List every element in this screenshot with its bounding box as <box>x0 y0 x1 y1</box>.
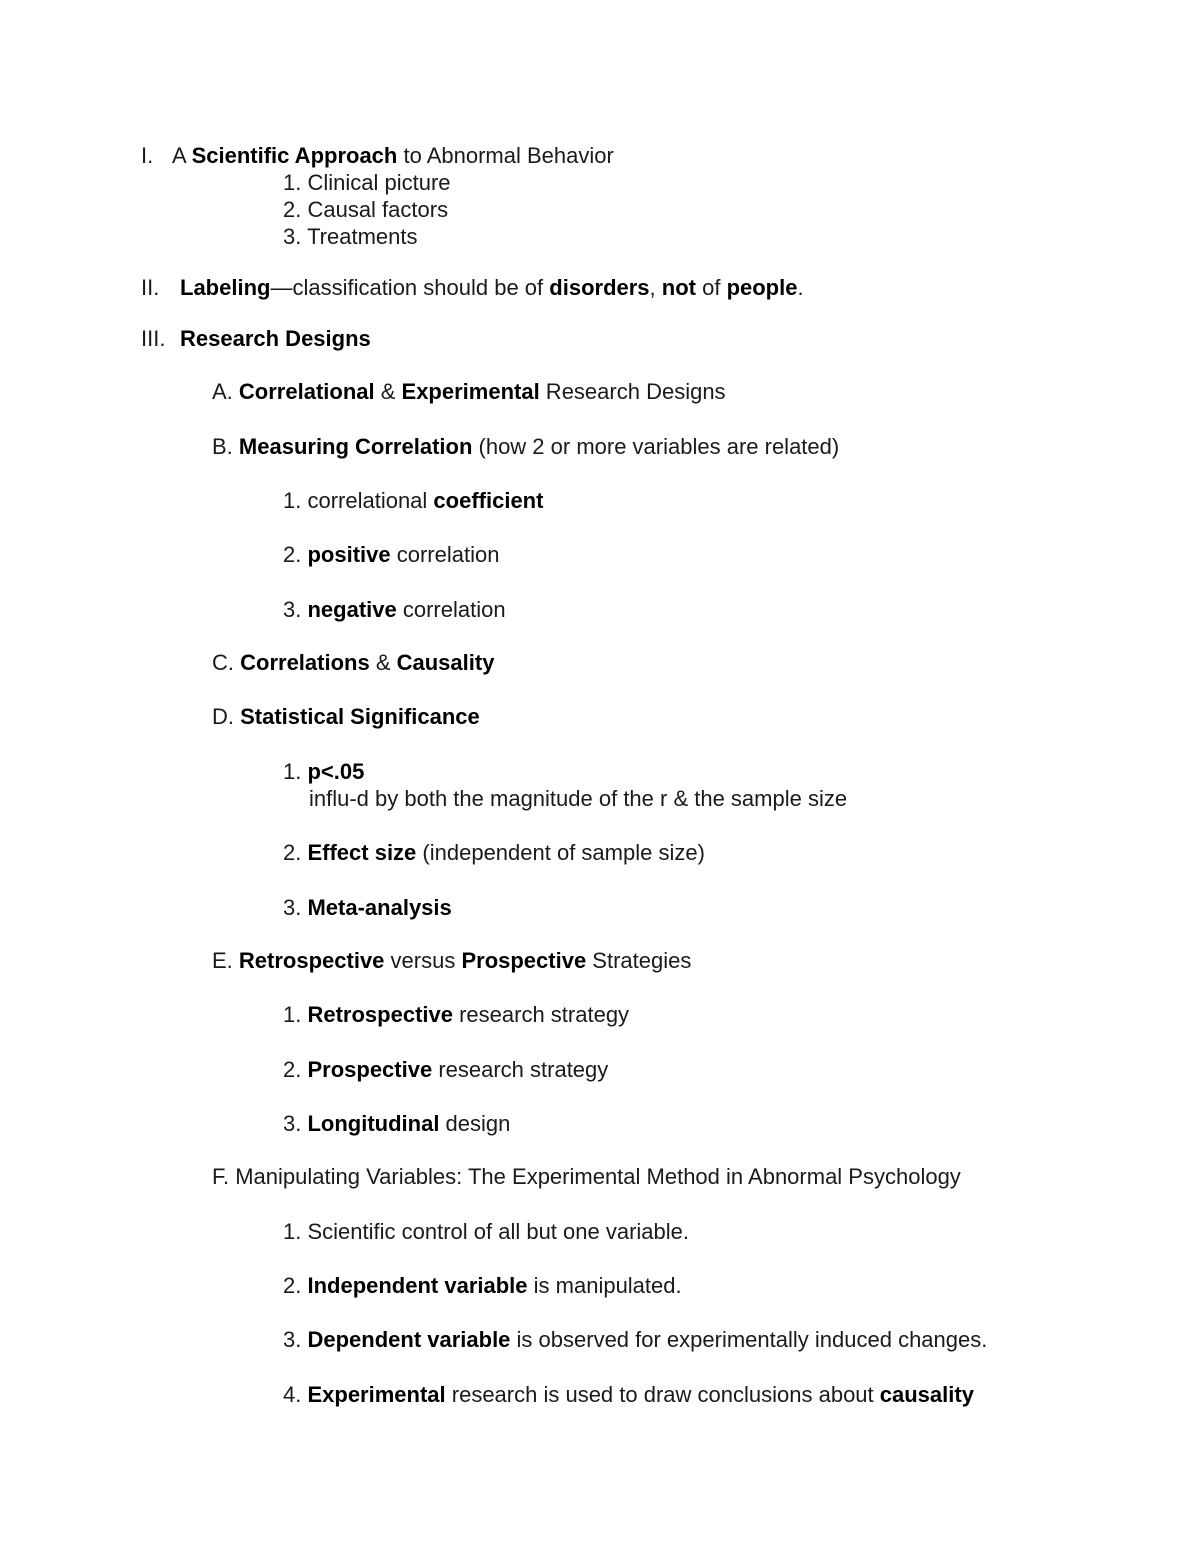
subsection-d-item-2: 2. Effect size (independent of sample size) <box>283 840 705 865</box>
subsection-e-item-3: 3. Longitudinal design <box>283 1111 511 1136</box>
section-1-heading: I. A Scientific Approach to Abnormal Behavior <box>141 143 614 168</box>
subsection-b-item-1: 1. correlational coefficient <box>283 488 544 513</box>
subsection-e-item-2: 2. Prospective research strategy <box>283 1057 609 1082</box>
subsection-f-item-4: 4. Experimental research is used to draw conclusions about causality <box>283 1382 974 1407</box>
section-3-heading: III. Research Designs <box>141 326 371 351</box>
section-1-item-1: 1. Clinical picture <box>283 170 451 195</box>
section-1-item-3: 3. Treatments <box>283 224 418 249</box>
section-1-item-2: 2. Causal factors <box>283 197 449 222</box>
subsection-d-item-1: 1. p<.05 <box>283 759 365 784</box>
subsection-d-item-1-note: influ-d by both the magnitude of the r & the sample size <box>309 786 848 811</box>
subsection-f: F. Manipulating Variables: The Experimental Method in Abnormal Psychology <box>212 1164 961 1189</box>
subsection-a: A. Correlational & Experimental Research Designs <box>212 379 726 404</box>
subsection-b-item-3: 3. negative correlation <box>283 597 506 622</box>
subsection-e: E. Retrospective versus Prospective Strategies <box>212 948 692 973</box>
subsection-b-item-2: 2. positive correlation <box>283 542 500 567</box>
subsection-d: D. Statistical Significance <box>212 704 480 729</box>
subsection-f-item-2: 2. Independent variable is manipulated. <box>283 1273 682 1298</box>
subsection-f-item-1: 1. Scientific control of all but one variable. <box>283 1219 690 1244</box>
subsection-d-item-3: 3. Meta-analysis <box>283 895 452 920</box>
subsection-f-item-3: 3. Dependent variable is observed for experimentally induced changes. <box>283 1327 988 1352</box>
subsection-b: B. Measuring Correlation (how 2 or more variables are related) <box>212 434 840 459</box>
section-2-heading: II. Labeling—classification should be of disorders, not of people. <box>141 275 804 300</box>
subsection-c: C. Correlations & Causality <box>212 650 495 675</box>
subsection-e-item-1: 1. Retrospective research strategy <box>283 1002 630 1027</box>
